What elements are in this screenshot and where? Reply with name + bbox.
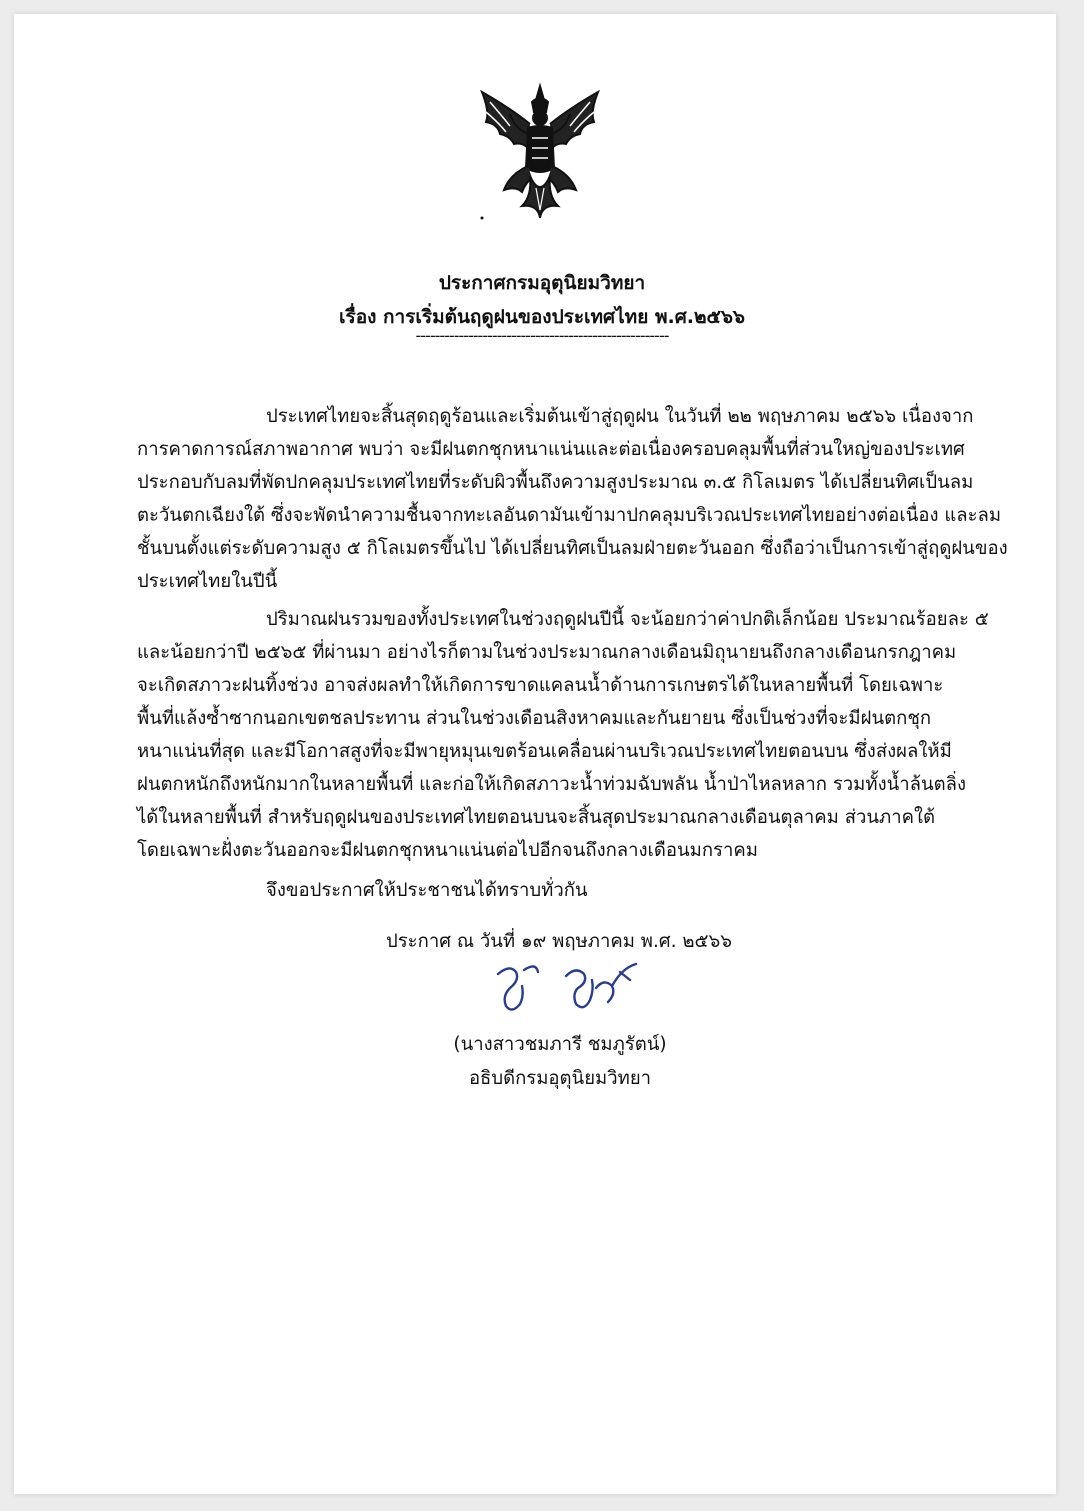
paragraph-2-line: จะเกิดสภาวะฝนทิ้งช่วง อาจส่งผลทำให้เกิดการขาดแคลนน้ำด้านการเกษตรได้ในหลายพื้นที่ โดยเฉพาะ <box>137 675 944 696</box>
paragraph-1-line: ประกอบกับลมที่พัดปกคลุมประเทศไทยที่ระดับผิวพื้นถึงความสูงประมาณ ๓.๕ กิโลเมตร ได้เปลี่ยนทิศเป็นลม <box>137 472 974 493</box>
paragraph-2-line: และน้อยกว่าปี ๒๕๖๕ ที่ผ่านมา อย่างไรก็ตามในช่วงประมาณกลางเดือนมิถุนายนถึงกลางเดือนกรกฎาคม <box>137 642 957 663</box>
signer-name: (นางสาวชมภารี ชมภูรัตน์) <box>453 1034 667 1055</box>
paragraph-2-line: โดยเฉพาะฝั่งตะวันออกจะมีฝนตกชุกหนาแน่นต่อไปอีกจนถึงกลางเดือนมกราคม <box>137 840 758 861</box>
title-divider: ----------------------------------------------------- <box>415 326 669 345</box>
paragraph-1-line: การคาดการณ์สภาพอากาศ พบว่า จะมีฝนตกชุกหนาแน่นและต่อเนื่องครอบคลุมพื้นที่ส่วนใหญ่ของประเทศ <box>137 439 965 460</box>
paragraph-2-line: ฝนตกหนักถึงหนักมากในหลายพื้นที่ และก่อให้เกิดสภาวะน้ำท่วมฉับพลัน น้ำป่าไหลหลาก รวมทั้งน้ำล้นตลิ่ง <box>137 774 967 795</box>
paragraph-1-line: ชั้นบนตั้งแต่ระดับความสูง ๕ กิโลเมตรขึ้นไป ได้เปลี่ยนทิศเป็นลมฝ่ายตะวันออก ซึ่งถือว่าเป็นการเข้าสู่ฤดูฝนของ <box>137 538 1008 559</box>
signature-icon <box>480 958 650 1018</box>
announcement-subject: เรื่อง การเริ่มต้นฤดูฝนของประเทศไทย พ.ศ.๒๕๖๖ <box>339 306 745 328</box>
paragraph-2-line: พื้นที่แล้งซ้ำซากนอกเขตชลประทาน ส่วนในช่วงเดือนสิงหาคมและกันยายน ซึ่งเป็นช่วงที่จะมีฝนตกชุก <box>137 708 932 729</box>
paragraph-1-line: ตะวันตกเฉียงใต้ ซึ่งจะพัดนำความชื้นจากทะเลอันดามันเข้ามาปกคลุมบริเวณประเทศไทยอย่างต่อเนื่อง และลม <box>137 505 1002 526</box>
paragraph-1-line: ประเทศไทยจะสิ้นสุดฤดูร้อนและเริ่มต้นเข้าสู่ฤดูฝน ในวันที่ ๒๒ พฤษภาคม ๒๕๖๖ เนื่องจาก <box>266 406 974 427</box>
paragraph-2-line: หนาแน่นที่สุด และมีโอกาสสูงที่จะมีพายุหมุนเขตร้อนเคลื่อนผ่านบริเวณประเทศไทยตอนบน ซึ่งส่งผลให้มี <box>137 741 952 762</box>
paragraph-1-line: ประเทศไทยในปีนี้ <box>137 571 278 592</box>
announcement-title: ประกาศกรมอุตุนิยมวิทยา <box>438 272 646 294</box>
announcement-date: ประกาศ ณ วันที่ ๑๙ พฤษภาคม พ.ศ. ๒๕๖๖ <box>386 931 733 952</box>
signer-position: อธิบดีกรมอุตุนิยมวิทยา <box>468 1068 652 1089</box>
garuda-emblem-icon <box>470 78 610 228</box>
paragraph-2-line: ปริมาณฝนรวมของทั้งประเทศในช่วงฤดูฝนปีนี้ จะน้อยกว่าค่าปกติเล็กน้อย ประมาณร้อยละ ๕ <box>266 609 989 630</box>
closing-statement: จึงขอประกาศให้ประชาชนได้ทราบทั่วกัน <box>266 880 588 901</box>
paragraph-2-line: ได้ในหลายพื้นที่ สำหรับฤดูฝนของประเทศไทยตอนบนจะสิ้นสุดประมาณกลางเดือนตุลาคม ส่วนภาคใต้ <box>137 807 936 828</box>
